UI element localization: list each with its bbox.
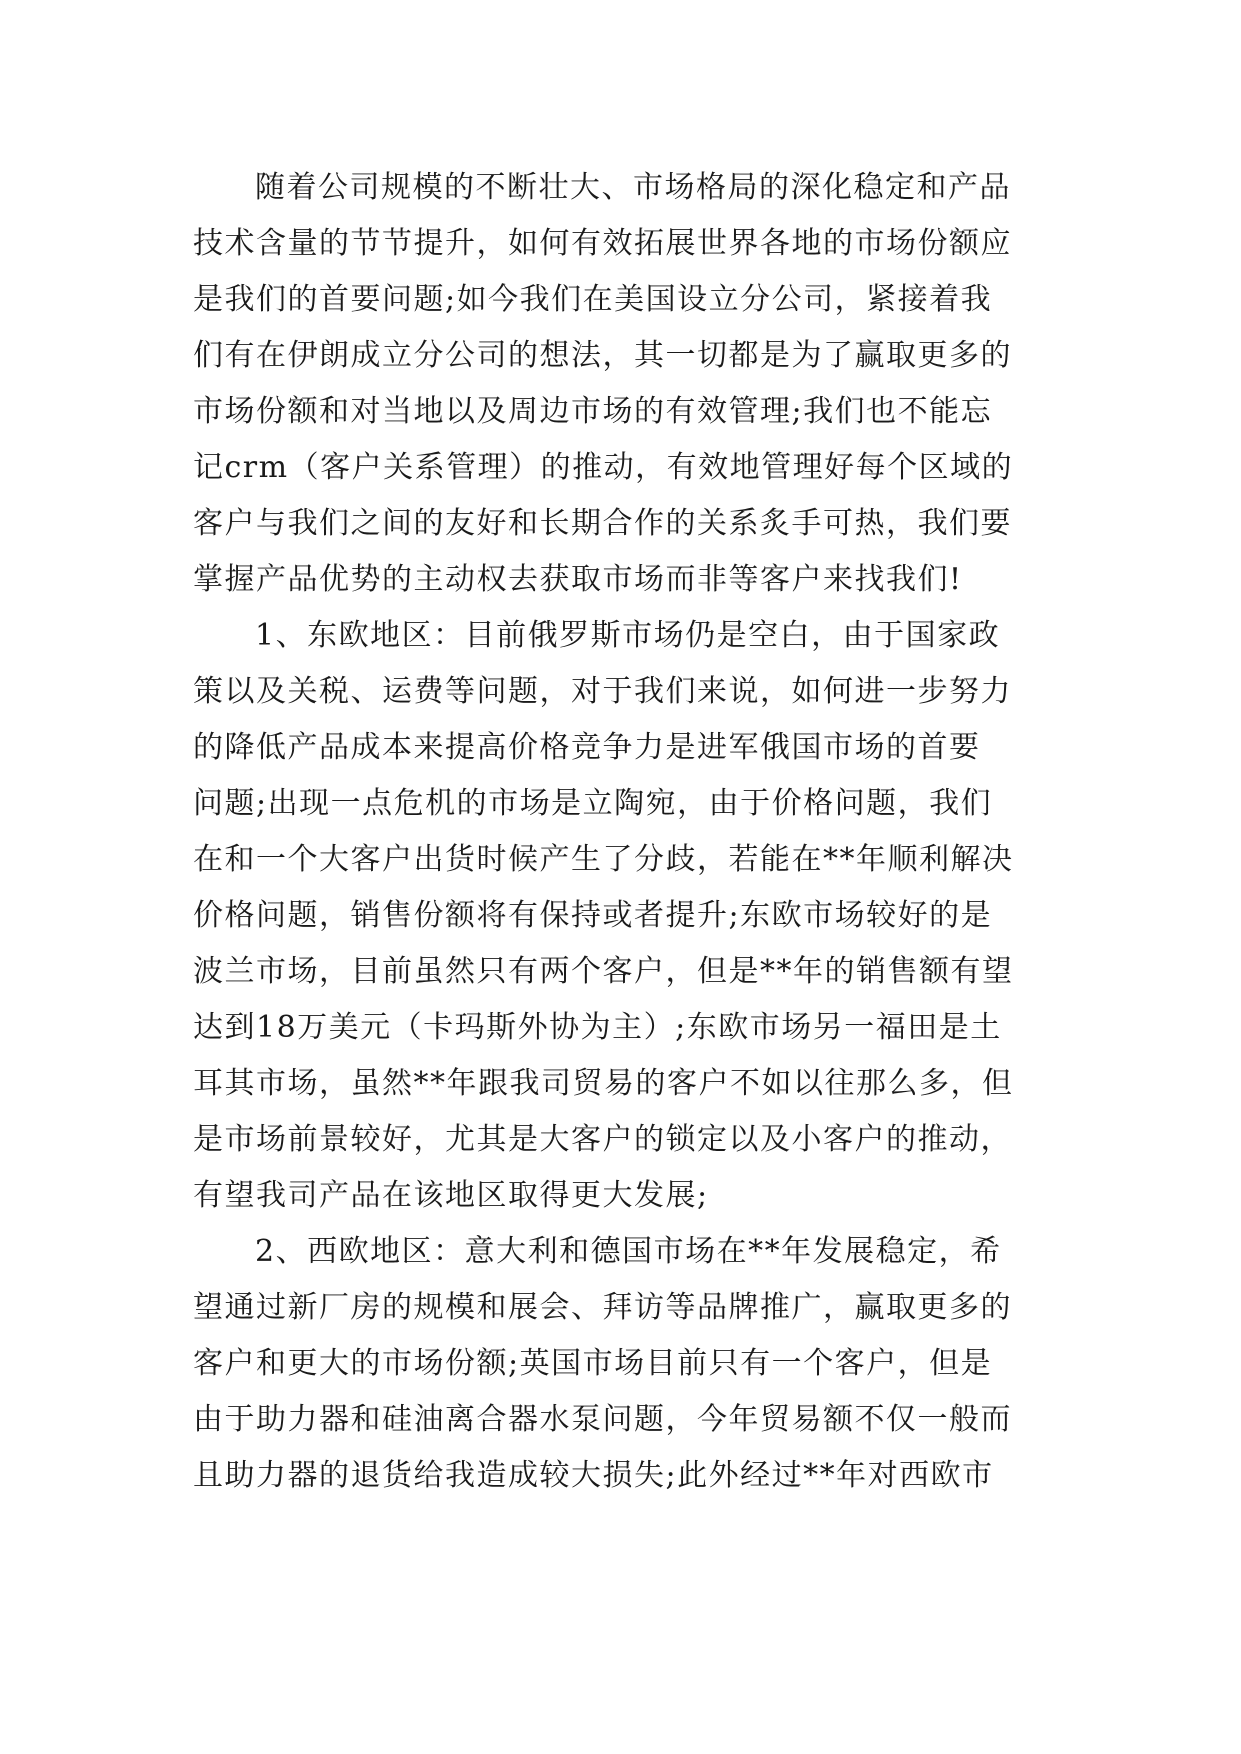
paragraph-2-line-4: 问题;出现一点危机的市场是立陶宛，由于价格问题，我们	[193, 786, 993, 821]
paragraph-3-line-4: 由于助力器和硅油离合器水泵问题，今年贸易额不仅一般而	[193, 1402, 1012, 1437]
paragraph-1-line-5: 市场份额和对当地以及周边市场的有效管理;我们也不能忘	[193, 394, 993, 429]
paragraph-1-line-8: 掌握产品优势的主动权去获取市场而非等客户来找我们!	[193, 562, 963, 597]
paragraph-2-line-11: 有望我司产品在该地区取得更大发展;	[193, 1178, 709, 1213]
paragraph-3-line-3: 客户和更大的市场份额;英国市场目前只有一个客户，但是	[193, 1346, 993, 1381]
paragraph-3-line-2: 望通过新厂房的规模和展会、拜访等品牌推广，赢取更多的	[193, 1290, 1012, 1325]
paragraph-3-line-5: 且助力器的退货给我造成较大损失;此外经过**年对西欧市	[193, 1458, 994, 1493]
paragraph-2-line-5: 在和一个大客户出货时候产生了分歧，若能在**年顺利解决	[193, 842, 1014, 877]
paragraph-2-line-2: 策以及关税、运费等问题，对于我们来说，如何进一步努力	[193, 674, 1012, 709]
paragraph-1-line-4: 们有在伊朗成立分公司的想法，其一切都是为了赢取更多的	[193, 338, 1012, 373]
paragraph-2-line-1: 1、东欧地区：目前俄罗斯市场仍是空白，由于国家政	[255, 618, 1001, 653]
paragraph-2-line-9: 耳其市场，虽然**年跟我司贸易的客户不如以往那么多，但	[193, 1066, 1014, 1101]
paragraph-1-line-3: 是我们的首要问题;如今我们在美国设立分公司，紧接着我	[193, 282, 993, 317]
paragraph-1-line-1: 随着公司规模的不断壮大、市场格局的深化稳定和产品	[255, 170, 1011, 205]
paragraph-2-line-10: 是市场前景较好，尤其是大客户的锁定以及小客户的推动，	[193, 1122, 1012, 1157]
paragraph-2-line-3: 的降低产品成本来提高价格竞争力是进军俄国市场的首要	[193, 730, 981, 765]
paragraph-2-line-7: 波兰市场，目前虽然只有两个客户，但是**年的销售额有望	[193, 954, 1014, 989]
paragraph-1-line-6: 记crm（客户关系管理）的推动，有效地管理好每个区域的	[193, 450, 1014, 485]
paragraph-2-line-6: 价格问题，销售份额将有保持或者提升;东欧市场较好的是	[193, 898, 993, 933]
paragraph-1-line-2: 技术含量的节节提升，如何有效拓展世界各地的市场份额应	[193, 226, 1012, 261]
paragraph-1-line-7: 客户与我们之间的友好和长期合作的关系炙手可热，我们要	[193, 506, 1012, 541]
document-body	[193, 160, 1053, 1504]
paragraph-3-line-1: 2、西欧地区：意大利和德国市场在**年发展稳定，希	[255, 1234, 1002, 1269]
paragraph-2-line-8: 达到18万美元（卡玛斯外协为主）;东欧市场另一福田是土	[193, 1010, 1002, 1045]
